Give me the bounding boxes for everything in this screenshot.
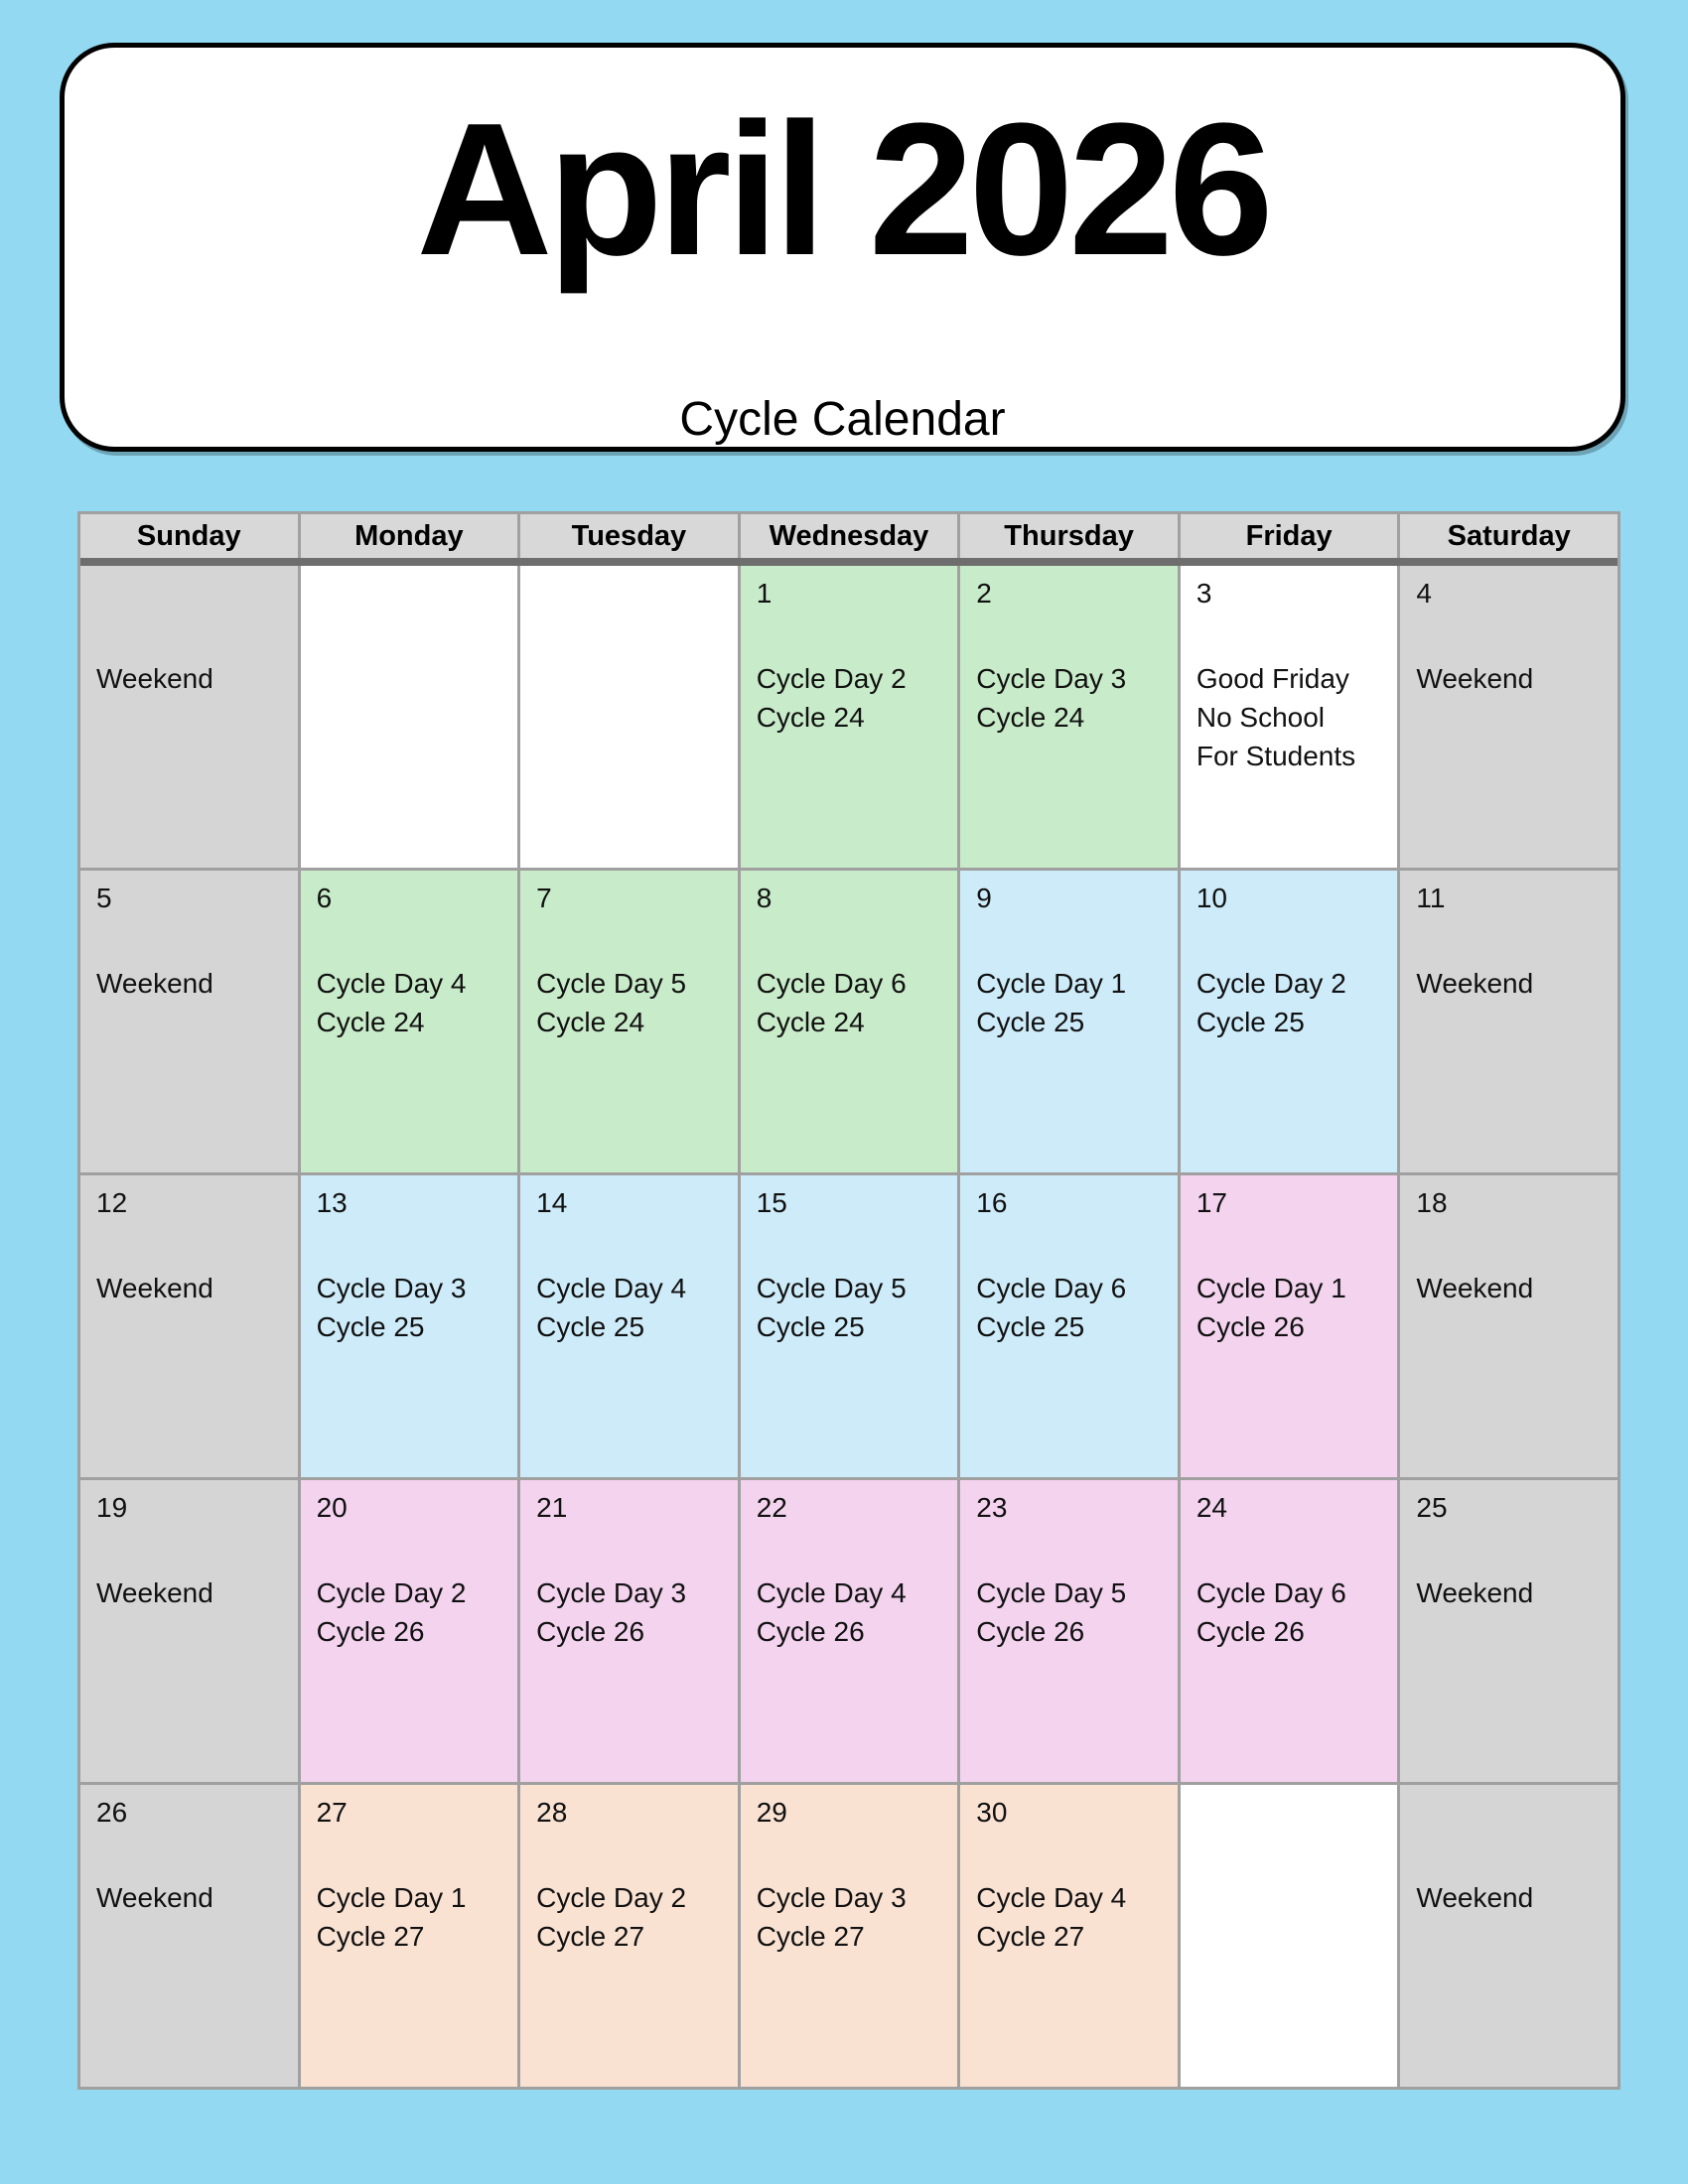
- cell-text: [1416, 1573, 1602, 1612]
- cell-text: [757, 659, 942, 737]
- cell-text: [976, 659, 1162, 737]
- cell-text-line: Cycle Day 3: [536, 1577, 687, 1608]
- cell-text: [536, 964, 722, 1041]
- day-number: 11: [1416, 883, 1446, 913]
- cell-text-line: Cycle 25: [976, 1311, 1085, 1342]
- cell-text-line: Cycle Day 5: [756, 1273, 907, 1303]
- calendar-cell: [520, 1785, 738, 2087]
- day-number: 21: [536, 1492, 568, 1523]
- weekday-header-thursday: Thursday: [960, 514, 1178, 558]
- cell-text: [96, 964, 282, 1003]
- day-number: 12: [96, 1187, 128, 1218]
- calendar-cell: [1181, 871, 1398, 1172]
- cell-text-line: Cycle 24: [756, 702, 865, 733]
- cell-text-line: Cycle 27: [756, 1921, 865, 1952]
- cell-text: [1196, 1269, 1382, 1346]
- title-card: [60, 43, 1625, 452]
- day-number: 18: [1416, 1187, 1448, 1218]
- calendar-cell: [741, 566, 958, 868]
- cell-text: [976, 1269, 1162, 1346]
- day-number: 16: [976, 1187, 1008, 1218]
- cell-text: [536, 1573, 722, 1651]
- cell-text: [1416, 1878, 1602, 1917]
- weekday-header-row: [80, 514, 1618, 558]
- cell-text-line: Cycle 25: [976, 1007, 1085, 1037]
- calendar-cell: [520, 1175, 738, 1477]
- cell-text-line: Cycle Day 3: [756, 1882, 907, 1913]
- calendar-cell: [1400, 1175, 1618, 1477]
- cell-text: [976, 964, 1162, 1041]
- calendar-cell: [741, 1785, 958, 2087]
- calendar-cell: [1400, 566, 1618, 868]
- day-number: 23: [976, 1492, 1008, 1523]
- cell-text-line: Cycle Day 6: [976, 1273, 1127, 1303]
- cell-text-line: Cycle 26: [536, 1616, 645, 1647]
- day-number: 5: [96, 883, 112, 913]
- calendar-cell: [741, 1175, 958, 1477]
- cell-text-line: Cycle Day 2: [316, 1577, 467, 1608]
- calendar-cell: [1181, 1175, 1398, 1477]
- cell-text: [96, 1573, 282, 1612]
- cell-text-line: Cycle Day 5: [536, 968, 687, 999]
- cell-text-line: Weekend: [1416, 1273, 1534, 1303]
- calendar-cell: [1400, 871, 1618, 1172]
- cell-text: [976, 1573, 1162, 1651]
- weekday-header-tuesday: Tuesday: [520, 514, 738, 558]
- cell-text-line: For Students: [1196, 741, 1356, 771]
- cell-text-line: Cycle 26: [1196, 1311, 1305, 1342]
- calendar-cell: [80, 1785, 298, 2087]
- day-number: 25: [1416, 1492, 1448, 1523]
- cell-text-line: Cycle Day 4: [976, 1882, 1127, 1913]
- calendar-cell: [960, 871, 1178, 1172]
- page-subtitle: Cycle Calendar: [679, 393, 1006, 446]
- day-number: 26: [96, 1797, 128, 1828]
- day-number: 22: [756, 1492, 787, 1523]
- cell-text-line: Cycle 27: [536, 1921, 645, 1952]
- cell-text-line: Cycle Day 5: [976, 1577, 1127, 1608]
- cell-text-line: Cycle Day 2: [1196, 968, 1346, 999]
- day-number: 10: [1196, 883, 1227, 913]
- calendar-cell: [301, 1785, 518, 2087]
- calendar-grid: [80, 566, 1618, 2087]
- cell-text-line: Cycle 24: [536, 1007, 645, 1037]
- day-number: 14: [536, 1187, 568, 1218]
- cell-text-line: Cycle 25: [1196, 1007, 1305, 1037]
- day-number: [1196, 1795, 1382, 1831]
- calendar-cell: [741, 1480, 958, 1782]
- cell-text-line: Cycle Day 2: [756, 663, 907, 694]
- calendar-cell: [301, 566, 518, 868]
- calendar-cell: [960, 1785, 1178, 2087]
- day-number: 30: [976, 1797, 1008, 1828]
- cell-text-line: Cycle 26: [316, 1616, 425, 1647]
- cell-text-line: Weekend: [1416, 1577, 1534, 1608]
- cell-text-line: Cycle 25: [756, 1311, 865, 1342]
- weekday-header-saturday: Saturday: [1400, 514, 1618, 558]
- cell-text: [536, 1878, 722, 1956]
- day-number: 7: [536, 883, 552, 913]
- cell-text: [1196, 964, 1382, 1041]
- day-number: [1416, 1795, 1602, 1831]
- calendar-cell: [301, 1480, 518, 1782]
- calendar-cell: [960, 1480, 1178, 1782]
- cell-text-line: Cycle Day 4: [536, 1273, 687, 1303]
- cell-text-line: Weekend: [1416, 663, 1534, 694]
- cell-text: [317, 1573, 502, 1651]
- cell-text: [757, 1878, 942, 1956]
- cell-text: [317, 964, 502, 1041]
- cell-text-line: Cycle 26: [756, 1616, 865, 1647]
- calendar-cell: [1181, 1785, 1398, 2087]
- cell-text-line: Weekend: [96, 1577, 213, 1608]
- calendar-cell: [80, 1175, 298, 1477]
- weekday-header-sunday: Sunday: [80, 514, 298, 558]
- day-number: 17: [1196, 1187, 1227, 1218]
- cell-text: [1416, 964, 1602, 1003]
- cell-text-line: Cycle 24: [756, 1007, 865, 1037]
- calendar-cell: [741, 871, 958, 1172]
- calendar-cell: [520, 1480, 738, 1782]
- cell-text-line: Weekend: [96, 968, 213, 999]
- cell-text: [1416, 1269, 1602, 1307]
- weekday-header-friday: Friday: [1181, 514, 1398, 558]
- day-number: 2: [976, 578, 992, 609]
- calendar-cell: [301, 1175, 518, 1477]
- cell-text-line: Cycle 24: [316, 1007, 425, 1037]
- cell-text: [1196, 659, 1382, 775]
- cell-text-line: Weekend: [96, 663, 213, 694]
- day-number: 19: [96, 1492, 128, 1523]
- cell-text-line: Cycle Day 1: [976, 968, 1127, 999]
- day-number: 20: [316, 1492, 348, 1523]
- cell-text: [757, 964, 942, 1041]
- day-number: 4: [1416, 578, 1432, 609]
- calendar-cell: [520, 871, 738, 1172]
- cell-text: [96, 659, 282, 698]
- cell-text: [317, 1269, 502, 1346]
- cell-text-line: Cycle 27: [976, 1921, 1085, 1952]
- day-number: 8: [756, 883, 773, 913]
- cell-text: [1416, 659, 1602, 698]
- cell-text-line: Cycle 25: [316, 1311, 425, 1342]
- cell-text-line: Cycle 26: [1196, 1616, 1305, 1647]
- day-number: 28: [536, 1797, 568, 1828]
- day-number: 9: [976, 883, 992, 913]
- calendar-cell: [1181, 1480, 1398, 1782]
- calendar-cell: [301, 871, 518, 1172]
- cell-text: [757, 1269, 942, 1346]
- cell-text: [317, 1878, 502, 1956]
- cell-text-line: Good Friday: [1196, 663, 1349, 694]
- cell-text-line: Cycle Day 4: [756, 1577, 907, 1608]
- day-number: 15: [756, 1187, 787, 1218]
- calendar-cell: [960, 1175, 1178, 1477]
- day-number: [317, 576, 502, 612]
- cell-text: [976, 1878, 1162, 1956]
- day-number: 3: [1196, 578, 1212, 609]
- day-number: 13: [316, 1187, 348, 1218]
- cell-text-line: Weekend: [1416, 1882, 1534, 1913]
- cell-text: [1196, 1573, 1382, 1651]
- calendar-cell: [960, 566, 1178, 868]
- page-title: April 2026: [416, 84, 1269, 295]
- weekday-header-wednesday: Wednesday: [741, 514, 958, 558]
- cell-text-line: Cycle Day 4: [316, 968, 467, 999]
- cell-text: [96, 1269, 282, 1307]
- calendar-cell: [80, 871, 298, 1172]
- calendar-cell: [520, 566, 738, 868]
- day-number: 6: [316, 883, 333, 913]
- calendar-cell: [1400, 1480, 1618, 1782]
- cell-text-line: Weekend: [1416, 968, 1534, 999]
- calendar-cell: [80, 1480, 298, 1782]
- calendar-cell: [1181, 566, 1398, 868]
- cell-text-line: Cycle Day 6: [1196, 1577, 1346, 1608]
- cell-text-line: Cycle 27: [316, 1921, 425, 1952]
- day-number: [536, 576, 722, 612]
- cell-text-line: Cycle Day 1: [316, 1882, 467, 1913]
- day-number: 24: [1196, 1492, 1227, 1523]
- day-number: [96, 576, 282, 612]
- weekday-header-monday: Monday: [301, 514, 518, 558]
- day-number: 27: [316, 1797, 348, 1828]
- calendar-cell: [80, 566, 298, 868]
- cell-text: [757, 1573, 942, 1651]
- day-number: 29: [756, 1797, 787, 1828]
- cell-text-line: Weekend: [96, 1273, 213, 1303]
- cell-text-line: Cycle Day 3: [316, 1273, 467, 1303]
- cell-text-line: Cycle 24: [976, 702, 1085, 733]
- cell-text: [536, 1269, 722, 1346]
- calendar-table: [77, 511, 1620, 2090]
- day-number: 1: [756, 578, 773, 609]
- cell-text: [96, 1878, 282, 1917]
- cell-text-line: Cycle 25: [536, 1311, 645, 1342]
- cell-text-line: Weekend: [96, 1882, 213, 1913]
- cell-text-line: Cycle Day 3: [976, 663, 1127, 694]
- cell-text-line: No School: [1196, 702, 1326, 733]
- cell-text-line: Cycle Day 6: [756, 968, 907, 999]
- cell-text-line: Cycle Day 1: [1196, 1273, 1346, 1303]
- calendar-cell: [1400, 1785, 1618, 2087]
- cell-text-line: Cycle Day 2: [536, 1882, 687, 1913]
- cell-text-line: Cycle 26: [976, 1616, 1085, 1647]
- header-underline-bar: [80, 558, 1618, 566]
